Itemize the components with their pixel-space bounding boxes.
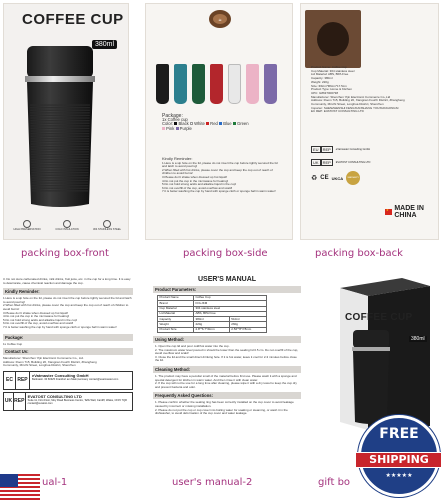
swatch-blue	[219, 122, 222, 125]
stamp-top-text: FREE	[379, 426, 419, 442]
manual1-note: 3. Do not store carbonated drinks, milk drinks, fruit juice, etc. in the cup for a long time. It is easy to deteriorate, cause chemical reaction and damage the cup.	[3, 277, 131, 285]
eu-rep-box: EU REP eVatmaster Consulting GmbH	[313, 146, 371, 152]
coffee-logo-icon	[206, 7, 234, 31]
caption-gift-box: gift bo	[318, 477, 351, 488]
swatch-black	[174, 122, 177, 125]
side-kindly-line: 3.Please don't shake when dressed up hot liquid!	[162, 174, 228, 179]
ukca-mark-icon: UKCA	[331, 175, 344, 181]
uk-rep-box: UK REP EVATOST CONSULTING LTD	[313, 159, 371, 165]
table-row: Product Size 2.8"*6.7"/9mm 2.56"*8"/78mm	[158, 327, 267, 332]
swatch-pink	[162, 127, 165, 130]
manual2-params-title: Product Parameters:	[153, 286, 301, 293]
back-info-line: EC REP: EVATOST CONSULTING LTD	[311, 109, 364, 114]
recycle-icon: ♻	[311, 175, 318, 182]
users-manual-1-panel	[3, 270, 133, 470]
caption-packing-box-back: packing box-back	[315, 248, 403, 259]
back-info-line: Community, Minzhi Street, Longhua District, Shenzhen	[311, 102, 384, 107]
swatch-red	[206, 122, 209, 125]
swatch-green	[233, 122, 236, 125]
free-shipping-stamp	[358, 415, 440, 497]
manual2-faq-list: 1. Please confirm whether the sealing ring has been correctly installed on the cup cover to avoid leakage caused by incorrect or missing installation. 2. Please do not put the cup or cup cover into boiling water for soaking or steaming, or wash it in the dishwasher, to avoid deformation of the cup cover and water leakage.	[155, 400, 294, 416]
cup-red	[210, 64, 223, 104]
users-manual-2-panel	[153, 270, 301, 470]
manual1-package-item: 1x Coffee Cup	[3, 341, 23, 346]
back-info-line: UPC: G8637000738	[311, 90, 339, 95]
caption-users-manual-1: ual-1	[42, 477, 68, 488]
packing-box-front-panel	[3, 3, 129, 240]
table-row: Capacity 380ml 510ml	[158, 317, 267, 322]
caption-packing-box-side: packing box-side	[183, 248, 268, 259]
cup-white	[228, 64, 241, 104]
back-info-line: Lid Material: ABS, BPA Free	[311, 72, 349, 77]
tumbler-illustration	[21, 42, 101, 210]
badge-high-preservation: HIGH PRESERVATION	[10, 220, 44, 232]
cup-green	[192, 64, 205, 104]
manual1-kindly-title: Kindly Reminder:	[3, 288, 133, 295]
ce-mark-icon: CE	[320, 175, 329, 181]
cup-teal	[174, 64, 187, 104]
back-info-line: Cup Material: 304 stainless steel	[311, 68, 355, 73]
front-badges-row	[10, 220, 124, 232]
side-package-title: Package:	[162, 113, 183, 119]
snowflake-icon	[63, 220, 71, 228]
gift-box-capacity: 380ml	[411, 336, 425, 342]
back-info-line: Capacity: 380ml	[311, 76, 333, 81]
manual2-title: USER'S MANUAL	[197, 276, 257, 283]
cup-purple	[264, 64, 277, 104]
leaf-icon	[23, 220, 31, 228]
cup-pink	[246, 64, 259, 104]
front-brand-title: COFFEE CUP	[22, 11, 124, 28]
back-info-line: Importer: SHENZHENSHI FENGXIANSHANG YOUXIANGONGSI	[311, 105, 399, 110]
coffee-cup-photo-icon	[317, 22, 349, 56]
table-row: Cup Material 304 stainless steel	[158, 306, 267, 311]
packing-box-back-panel	[300, 3, 439, 240]
manual2-using-list: 1. Open the cup lid and pour cold/hot water into the cup. 2. The maximum water level poured in should be lower than the sealing lid 0.5 cm. Do not overfill of the cup, avoid overflow and scald! 3. Close the lid and the small direct drinking hole. If it is hot water, leave it cool for 2-3 minutes before close the lid.	[155, 343, 299, 363]
swatch-purple	[176, 127, 179, 130]
us-flag-icon	[0, 474, 40, 500]
cup-black	[156, 64, 169, 104]
table-row: Lid Material ABS, BPA Free	[158, 311, 267, 316]
steel-icon	[103, 220, 111, 228]
back-rep-boxes	[311, 144, 395, 167]
manual2-cleaning-title: Cleaning Method:	[153, 366, 301, 373]
side-kindly-block	[162, 157, 282, 194]
table-row: Brand FOLJKM	[158, 301, 267, 306]
stamp-middle-text: SHIPPING	[369, 453, 429, 466]
back-info-block	[311, 66, 436, 114]
back-info-line: Product Type: Home & Kitchen	[311, 87, 352, 92]
side-kindly-line: 7.It is better washing the cup by hand with sponge cloth or sponge ball in warm water!	[162, 189, 276, 194]
warranty-seal: WARRANTY	[346, 171, 360, 185]
gift-box-cup-illustration	[350, 328, 392, 426]
side-kindly-line: 5.Do not hold strong acids and alkaline liquid in the cup!	[162, 182, 237, 187]
manual1-ec-rep: EC REP eVatmaster Consulting GmbH Bettinastr. 30 60325 Frankfurt am Main,Germany contact@evatmaster.com	[3, 371, 133, 390]
stamp-stars: ★★★★★	[385, 473, 413, 479]
gift-box-brand: COFFEE CUP	[345, 312, 413, 323]
caption-users-manual-2: user's manual-2	[172, 477, 253, 488]
back-compliance-icons	[311, 171, 360, 185]
table-row: Product Name Coffee Cup	[158, 296, 267, 301]
manual2-cleaning-list: 1. The product may have a peculiar smell of the material before first use. Please wash it with a sponge and special detergent for kitchen in warm water. And then rinse it with clean water. 2. If the cup will not be use for a long time after cleaning, please wipe it with a dry towel to keep the cup dry and prevent bacteria and odor.	[155, 373, 297, 389]
back-info-line: Weight: 220g	[311, 79, 329, 84]
manual2-using-title: Using Method:	[153, 336, 301, 343]
back-info-line: Manufacturer: Shenzhen Yijin Electronic Commerce Co.,Ltd	[311, 94, 391, 99]
made-in-china-label: ★ MADE IN CHINA	[386, 205, 424, 219]
side-color-line: Color: Black White Red Blue Green Pink Purple	[162, 121, 249, 131]
caption-packing-box-front: packing box-front	[21, 248, 109, 259]
manual1-kindly-list: 1.Here is a sip hole on the lid, please do not invert the cup before tightly secured the lid and latch to avoid pouring! 2.When filled with hot drinks, please cover the cup and keep the cup out of reach of children to avoid burns! 3.Please don't shake when dressed up hot liquid! 4.Do not put the cup in the microwave for heating! 5.Do not hold strong acids and alkaline liquid in the cup! 6.Do not overfill of the cup, avoid overflow and scald! 7.It is better washing the cup by hand with sponge cloth or sponge ball in warm water!	[3, 296, 132, 329]
side-kindly-line: 2.When filled with hot drinks, please cover the cup and keep the cup out of reach of children to avoid burns!	[162, 167, 273, 176]
side-kindly-title: Kindly Reminder:	[162, 156, 193, 161]
manual1-package-title: Package:	[3, 334, 133, 341]
back-product-photo	[305, 10, 361, 68]
side-kindly-line: 1.Here is a sip hole on the lid, please do not invert the cup before tightly secured the lid and latch to avoid pouring!	[162, 160, 278, 169]
back-info-line: Size: Φ9cm*Φ6cm*17.5cm	[311, 83, 347, 88]
color-cups-row	[156, 56, 284, 106]
manual1-contact-list: Manufacturer: Shenzhen Yijin Electronic Commerce Co., Ltd. Address: Room 715, Building 20, Xiangnan Fourth District, Zhangheng Community, Minzhi Street, Longhua District, Shenzhen	[3, 356, 97, 368]
manual2-faq-title: Frequently Asked Questions:	[153, 392, 301, 399]
back-info-line: Address: Room 715, Building 20, Xiangnan Fourth District, Zhangheng	[311, 98, 405, 103]
flag-china-icon: ★	[385, 209, 392, 215]
packing-box-side-panel	[145, 3, 293, 240]
badge-stainless-steel: 304 STAINLESS STEEL	[90, 220, 124, 232]
product-parameters-table	[157, 295, 267, 333]
front-capacity-badge: 380ml	[92, 40, 117, 49]
table-row: Weight 220g 260g	[158, 322, 267, 327]
side-package-block	[162, 114, 282, 131]
manual1-contact-title: Contact Us:	[3, 348, 133, 355]
svg-text:☕: ☕	[218, 17, 222, 22]
badge-cold-insulation: COLD INSULATION	[50, 220, 84, 232]
side-kindly-line: 4.Do not put the cup in the microwave for heating!	[162, 178, 229, 183]
side-package-item: 1x Coffee cup	[162, 117, 188, 123]
side-kindly-line: 6.Do not overfill of the cup, avoid overflow and scald!	[162, 185, 233, 190]
side-color-label: Color:	[162, 121, 174, 127]
back-info-line: Product Name: Coffee Cup	[311, 65, 347, 69]
manual1-uk-rep: UK REP EVATOST CONSULTING LTD Suite 11, First Floor, Moy Road Business Centre, Taffs Well, Cardiff, Wales, CF15 7QR contact@evatost.com	[3, 392, 133, 411]
